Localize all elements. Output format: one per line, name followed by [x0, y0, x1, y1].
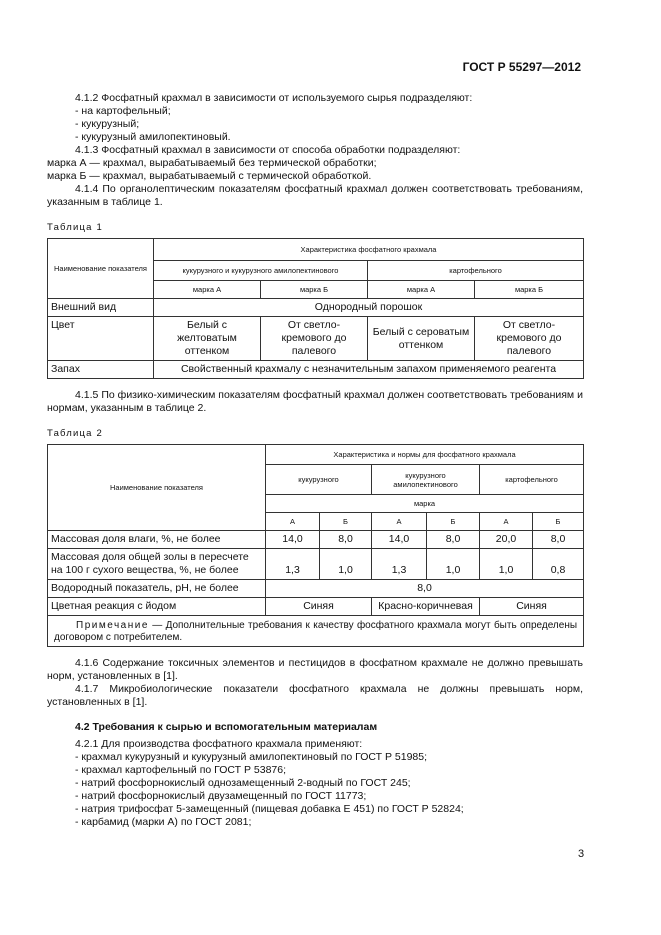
- cell: Белый с сероватым оттенком: [368, 317, 475, 361]
- row-label: Запах: [48, 361, 154, 379]
- table1: [47, 238, 584, 379]
- row-label: Внешний вид: [48, 299, 154, 317]
- table-row: [48, 549, 584, 580]
- table1-header-name: Наименование показателя: [48, 239, 154, 299]
- cell: 14,0: [372, 531, 427, 549]
- list-item: - карбамид (марки А) по ГОСТ 2081;: [75, 816, 252, 828]
- grade-a-definition: марка А — крахмал, вырабатываемый без термической обработки;: [47, 157, 377, 169]
- row-label: Цветная реакция с йодом: [48, 598, 266, 616]
- cell: 1,3: [372, 549, 427, 580]
- table2-grade: А: [372, 513, 427, 531]
- paragraph-4-1-4: 4.1.4 По органолептическим показателям фосфатный крахмал должен соответствовать требованиям, указанным в таблице 1.: [47, 183, 583, 208]
- table-row: [48, 361, 584, 379]
- cell: 1,0: [427, 549, 480, 580]
- table-note: [48, 616, 584, 647]
- cell: 8,0: [427, 531, 480, 549]
- paragraph-4-1-5: 4.1.5 По физико-химическим показателям фосфатный крахмал должен соответствовать требованиям и нормам, указанным в таблице 2.: [47, 389, 583, 414]
- table2-header-name: Наименование показателя: [48, 445, 266, 531]
- cell: От светло-кремового до палевого: [261, 317, 368, 361]
- cell: 1,0: [480, 549, 533, 580]
- table2-grade: А: [480, 513, 533, 531]
- cell: Свойственный крахмалу с незначительным запахом применяемого реагента: [154, 361, 584, 379]
- paragraph-4-1-2: 4.1.2 Фосфатный крахмал в зависимости от используемого сырья подразделяют:: [75, 92, 473, 104]
- row-label: Цвет: [48, 317, 154, 361]
- cell: Синяя: [266, 598, 372, 616]
- table1-grade: марка А: [154, 281, 261, 299]
- table-row: [48, 580, 584, 598]
- table2-header-amylopectin: кукурузного амилопектинового: [372, 465, 480, 495]
- table1-header-corn: кукурузного и кукурузного амилопектинового: [154, 261, 368, 281]
- cell: Красно-коричневая: [372, 598, 480, 616]
- cell: От светло-кремового до палевого: [475, 317, 584, 361]
- cell: 8,0: [320, 531, 372, 549]
- page-content: [47, 92, 583, 829]
- table1-grade: марка Б: [261, 281, 368, 299]
- section-title: 4.2 Требования к сырью и вспомогательным материалам: [75, 721, 378, 733]
- table-row: [48, 317, 584, 361]
- table-row: [48, 598, 584, 616]
- paragraph-4-1-3: 4.1.3 Фосфатный крахмал в зависимости от способа обработки подразделяют:: [75, 144, 461, 156]
- table2-header-corn: кукурузного: [266, 465, 372, 495]
- table-row: [48, 299, 584, 317]
- table2-grade-label: марка: [266, 495, 584, 513]
- table2-grade: Б: [320, 513, 372, 531]
- table2-header-potato: картофельного: [480, 465, 584, 495]
- grade-b-definition: марка Б — крахмал, вырабатываемый с термической обработкой.: [47, 170, 372, 182]
- list-item: - крахмал картофельный по ГОСТ Р 53876;: [75, 764, 287, 776]
- row-label: Водородный показатель, pH, не более: [48, 580, 266, 598]
- cell: 20,0: [480, 531, 533, 549]
- list-item: - натрия трифосфат 5-замещенный (пищевая добавка Е 451) по ГОСТ Р 52824;: [75, 803, 464, 815]
- cell: Однородный порошок: [154, 299, 584, 317]
- paragraph-4-1-7: 4.1.7 Микробиологические показатели фосфатного крахмала не должны превышать норм, установленных в [1].: [47, 683, 583, 708]
- table1-caption: Таблица 1: [47, 222, 103, 233]
- table2-grade: Б: [533, 513, 584, 531]
- list-item: - кукурузный амилопектиновый.: [75, 131, 231, 143]
- list-item: - натрий фосфорнокислый однозамещенный 2-водный по ГОСТ 245;: [75, 777, 411, 789]
- table2-grade: А: [266, 513, 320, 531]
- paragraph-4-1-6: 4.1.6 Содержание токсичных элементов и пестицидов в фосфатном крахмале не должно превышать норм, установленных в [1].: [47, 657, 583, 682]
- document-code: ГОСТ Р 55297—2012: [462, 60, 581, 74]
- table1-header-potato: картофельного: [368, 261, 584, 281]
- cell: 8,0: [533, 531, 584, 549]
- cell: 0,8: [533, 549, 584, 580]
- cell: 1,0: [320, 549, 372, 580]
- table1-header-group: Характеристика фосфатного крахмала: [154, 239, 584, 261]
- cell: Белый с желтоватым оттенком: [154, 317, 261, 361]
- table2: [47, 444, 584, 647]
- page-number: 3: [578, 848, 585, 860]
- table-note-row: [48, 616, 584, 647]
- table2-header-group: Характеристика и нормы для фосфатного крахмала: [266, 445, 584, 465]
- table2-grade: Б: [427, 513, 480, 531]
- table2-caption: Таблица 2: [47, 428, 103, 439]
- paragraph-4-2-1: 4.2.1 Для производства фосфатного крахмала применяют:: [75, 738, 363, 750]
- table-row: [48, 531, 584, 549]
- table1-grade: марка Б: [475, 281, 584, 299]
- table1-grade: марка А: [368, 281, 475, 299]
- list-item: - кукурузный;: [75, 118, 140, 130]
- list-item: - натрий фосфорнокислый двузамещенный по ГОСТ 11773;: [75, 790, 367, 802]
- row-label: Массовая доля общей золы в пересчете на 100 г сухого вещества, %, не более: [48, 549, 266, 580]
- list-item: - на картофельный;: [75, 105, 171, 117]
- cell: Синяя: [480, 598, 584, 616]
- cell: 14,0: [266, 531, 320, 549]
- cell: 8,0: [266, 580, 584, 598]
- list-item: - крахмал кукурузный и кукурузный амилопектиновый по ГОСТ Р 51985;: [75, 751, 428, 763]
- note-label: Примечание: [76, 620, 149, 631]
- cell: 1,3: [266, 549, 320, 580]
- note-text: — Дополнительные требования к качеству фосфатного крахмала могут быть определены договором с потребителем.: [54, 620, 578, 643]
- row-label: Массовая доля влаги, %, не более: [48, 531, 266, 549]
